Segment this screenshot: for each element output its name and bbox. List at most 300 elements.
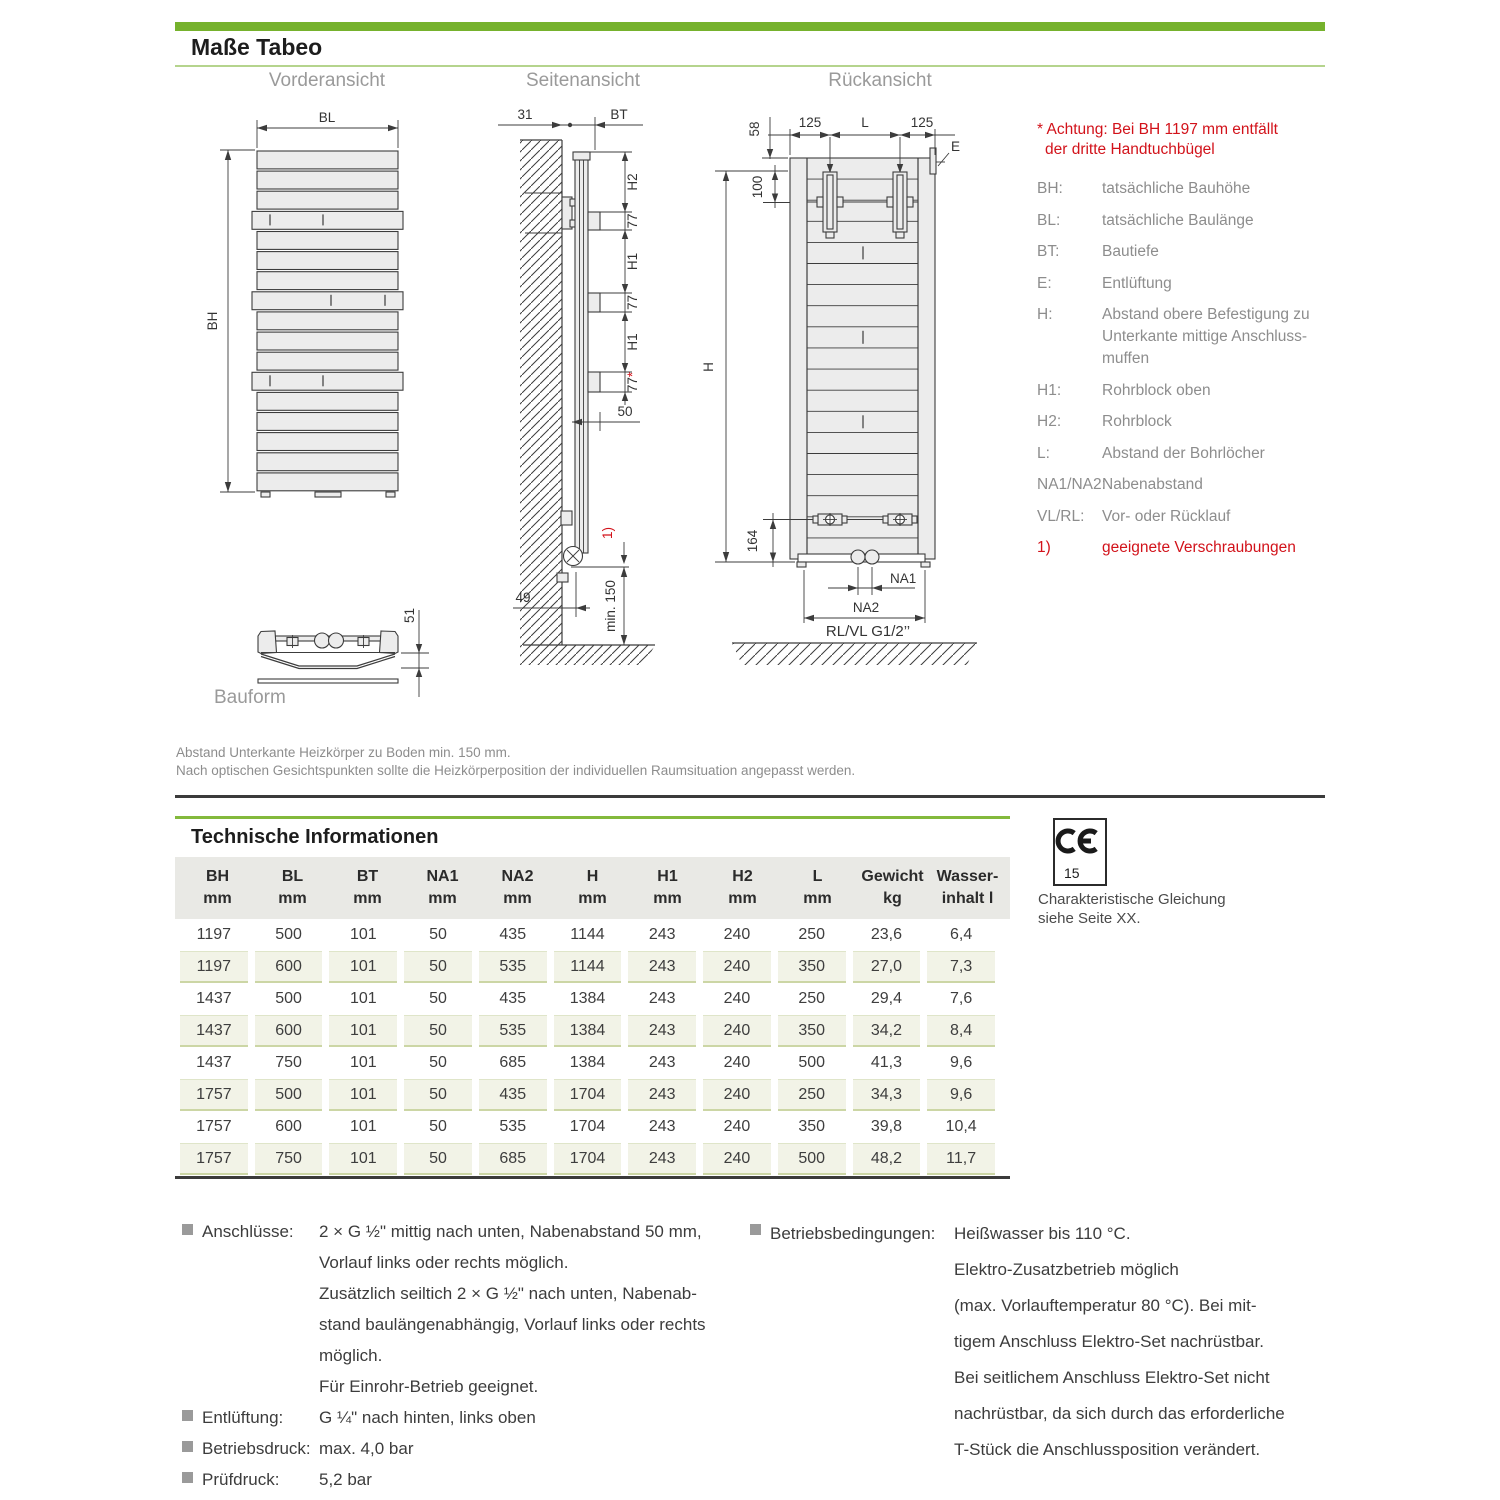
table-cell-value: 500 bbox=[798, 1054, 826, 1071]
table-cell bbox=[180, 951, 248, 983]
table-cell-value: 500 bbox=[275, 990, 302, 1007]
bullet-square-icon bbox=[182, 1410, 193, 1421]
table-column-header bbox=[255, 866, 330, 910]
dim-label-na2: NA2 bbox=[852, 600, 880, 615]
table-cell bbox=[180, 1111, 248, 1143]
table-cell-value: 50 bbox=[429, 1149, 447, 1167]
legend-item bbox=[1037, 443, 1337, 465]
table-cell-value: 1757 bbox=[196, 1149, 232, 1167]
spec-value bbox=[954, 1216, 1310, 1468]
table-cell bbox=[255, 919, 323, 951]
table-cell bbox=[554, 983, 622, 1015]
legend-key: BH: bbox=[1037, 180, 1063, 197]
table-cell-value: 500 bbox=[275, 926, 302, 943]
legend-key: H2: bbox=[1037, 413, 1062, 430]
spec-value-line: Vorlauf links oder rechts möglich. bbox=[319, 1253, 569, 1272]
table-cell-value: 435 bbox=[499, 926, 527, 943]
dim-label-h1a: H1 bbox=[625, 252, 640, 271]
legend-key: VL/RL: bbox=[1037, 507, 1085, 525]
table-row bbox=[175, 1111, 1000, 1143]
table-column-header bbox=[405, 866, 480, 910]
table-top-rule bbox=[175, 816, 1010, 819]
spec-label: Anschlüsse: bbox=[202, 1222, 294, 1241]
spec-label: Betriebsbedingungen: bbox=[770, 1224, 936, 1243]
legend-value bbox=[1102, 210, 1254, 232]
column-unit: mm bbox=[503, 890, 532, 907]
table-cell-value: 435 bbox=[499, 1085, 527, 1103]
ce-logo-icon bbox=[1056, 825, 1104, 859]
front-view-drawing bbox=[195, 105, 450, 705]
table-cell bbox=[853, 1111, 921, 1143]
table-cell bbox=[554, 1143, 622, 1175]
legend-value bbox=[1102, 273, 1172, 295]
legend-value-line: Nabenabstand bbox=[1102, 476, 1203, 493]
spec-value-line: tigem Anschluss Elektro-Set nachrüstbar. bbox=[954, 1332, 1264, 1351]
table-cell bbox=[554, 919, 622, 951]
table-cell-value: 101 bbox=[349, 1149, 377, 1167]
table-cell bbox=[404, 1015, 472, 1047]
legend-item bbox=[1037, 537, 1337, 559]
legend-key: BL: bbox=[1037, 211, 1061, 229]
spec-value-line: (max. Vorlauftemperatur 80 °C). Bei mit- bbox=[954, 1296, 1257, 1315]
table-cell bbox=[778, 951, 846, 983]
dim-label-125-right: 125 bbox=[910, 115, 934, 130]
table-cell bbox=[628, 1079, 696, 1111]
table-cell bbox=[479, 919, 547, 951]
table-cell bbox=[404, 1047, 472, 1079]
table-row bbox=[175, 983, 1000, 1015]
legend-value-line: Unterkante mittige Anschluss- bbox=[1102, 328, 1308, 345]
footnotes bbox=[176, 744, 1076, 779]
table-cell bbox=[853, 919, 921, 951]
table-cell-value: 240 bbox=[723, 1118, 751, 1135]
table-cell-value: 350 bbox=[798, 957, 826, 975]
column-name: NA1 bbox=[426, 868, 459, 885]
table-cell-value: 50 bbox=[429, 926, 447, 943]
table-cell-value: 34,2 bbox=[870, 1021, 902, 1039]
dim-label-h: H bbox=[701, 362, 716, 372]
spec-item bbox=[182, 1402, 742, 1433]
table-cell bbox=[703, 1015, 771, 1047]
table-cell bbox=[180, 1079, 248, 1111]
table-cell bbox=[778, 1015, 846, 1047]
column-name: BH bbox=[205, 868, 230, 885]
dim-label-h1b: H1 bbox=[625, 333, 640, 351]
spec-value-line: 5,2 bar bbox=[319, 1470, 372, 1489]
table-cell bbox=[180, 1143, 248, 1175]
table-cell bbox=[404, 983, 472, 1015]
floor-hatch bbox=[732, 643, 977, 665]
dim-label-min150: min. 150 bbox=[603, 580, 618, 632]
table-cell-value: 50 bbox=[429, 1021, 447, 1039]
table-cell bbox=[554, 1015, 622, 1047]
legend-value-line: Abstand obere Befestigung zu bbox=[1102, 306, 1310, 323]
table-cell-value: 50 bbox=[429, 1054, 447, 1071]
column-name: Gewicht bbox=[861, 868, 924, 885]
table-cell-value: 34,3 bbox=[870, 1085, 902, 1103]
table-row bbox=[175, 1143, 1000, 1175]
table-row bbox=[175, 1015, 1000, 1047]
table-cell-value: 350 bbox=[798, 1118, 826, 1135]
table-cell-value: 1757 bbox=[196, 1118, 232, 1135]
table-cell-value: 250 bbox=[798, 926, 826, 943]
dim-label-49: 49 bbox=[515, 590, 531, 605]
legend-item bbox=[1037, 178, 1337, 200]
table-cell-value: 500 bbox=[798, 1149, 826, 1167]
table-cell bbox=[404, 919, 472, 951]
specs-right bbox=[750, 1216, 1310, 1468]
table-cell bbox=[404, 1111, 472, 1143]
legend-value-line: tatsächliche Bauhöhe bbox=[1102, 180, 1251, 197]
table-cell bbox=[778, 1079, 846, 1111]
table-cell bbox=[554, 1111, 622, 1143]
column-name: L bbox=[812, 868, 823, 885]
table-cell bbox=[479, 1047, 547, 1079]
dim-77c-value: 77 bbox=[625, 377, 640, 393]
legend-key: H: bbox=[1037, 306, 1053, 323]
front-view-title: Vorderansicht bbox=[268, 70, 386, 91]
table-cell bbox=[703, 919, 771, 951]
column-name: NA2 bbox=[501, 868, 534, 885]
table-cell bbox=[329, 1047, 397, 1079]
legend-item bbox=[1037, 210, 1337, 232]
table-cell-value: 750 bbox=[275, 1054, 302, 1071]
table-cell bbox=[927, 951, 995, 983]
legend-value bbox=[1102, 537, 1296, 559]
table-cell-value: 50 bbox=[429, 1118, 447, 1135]
table-cell-value: 243 bbox=[648, 1021, 676, 1039]
table-cell bbox=[778, 1143, 846, 1175]
table-title: Technische Informationen bbox=[191, 826, 439, 848]
table-cell-value: 7,6 bbox=[950, 990, 973, 1007]
legend-value bbox=[1102, 506, 1230, 528]
table-bottom-rule bbox=[175, 1176, 1010, 1179]
table-cell-value: 600 bbox=[275, 957, 302, 975]
table-cell bbox=[479, 1015, 547, 1047]
dim-label-bl: BL bbox=[318, 110, 336, 125]
legend-value bbox=[1102, 443, 1265, 465]
table-cell bbox=[255, 1079, 323, 1111]
table-cell bbox=[479, 951, 547, 983]
table-cell bbox=[628, 1015, 696, 1047]
page-title: Maße Tabeo bbox=[191, 34, 323, 60]
table-cell bbox=[329, 919, 397, 951]
spec-value-line: max. 4,0 bar bbox=[319, 1439, 414, 1458]
bauform-caption: Bauform bbox=[214, 687, 286, 708]
table-cell-value: 1144 bbox=[570, 926, 605, 943]
table-cell-value: 500 bbox=[275, 1085, 302, 1103]
wall-hatch bbox=[520, 140, 562, 665]
bullet-square-icon bbox=[750, 1224, 761, 1235]
table-cell-value: 1384 bbox=[569, 990, 606, 1007]
table-header-row bbox=[175, 857, 1010, 919]
legend-value bbox=[1102, 178, 1250, 200]
spec-value bbox=[319, 1464, 742, 1495]
legend-key: BT: bbox=[1037, 243, 1060, 260]
dim-label-31: 31 bbox=[517, 107, 533, 122]
table-cell-value: 8,4 bbox=[950, 1021, 973, 1039]
dim-label-77b: 77 bbox=[625, 294, 640, 311]
dim-label-77c bbox=[625, 371, 640, 392]
spec-value-line: Elektro-Zusatzbetrieb möglich bbox=[954, 1260, 1179, 1279]
dim-label-rlvl: RL/VL G1/2’’ bbox=[825, 623, 911, 640]
spec-item bbox=[182, 1464, 742, 1495]
table-cell-value: 9,6 bbox=[950, 1085, 973, 1103]
table-cell bbox=[853, 1047, 921, 1079]
spec-value-line: T-Stück die Anschlussposition verändert. bbox=[954, 1440, 1261, 1459]
table-cell bbox=[404, 1079, 472, 1111]
table-cell bbox=[479, 1079, 547, 1111]
table-cell bbox=[927, 1015, 995, 1047]
legend-value-line: Bautiefe bbox=[1102, 243, 1159, 260]
ce-note bbox=[1038, 891, 1226, 928]
radiator-slats bbox=[252, 151, 403, 491]
table-column-header bbox=[630, 866, 705, 910]
table-row bbox=[175, 951, 1000, 983]
table-cell bbox=[479, 983, 547, 1015]
table-cell-value: 1437 bbox=[196, 1054, 232, 1071]
table-cell-value: 50 bbox=[429, 1085, 447, 1103]
spec-value bbox=[319, 1402, 742, 1433]
table-cell bbox=[329, 1015, 397, 1047]
table-cell-value: 101 bbox=[349, 1085, 377, 1103]
side-view-title: Seitenansicht bbox=[525, 70, 641, 91]
table-cell bbox=[853, 1015, 921, 1047]
warning-note bbox=[1037, 120, 1278, 160]
table-cell-value: 535 bbox=[499, 1021, 527, 1039]
spec-value-line: möglich. bbox=[319, 1346, 383, 1365]
table-cell bbox=[329, 951, 397, 983]
table-cell bbox=[479, 1143, 547, 1175]
table-cell-value: 240 bbox=[723, 926, 751, 943]
table-cell-value: 750 bbox=[275, 1149, 302, 1167]
table-cell bbox=[180, 919, 248, 951]
table-cell bbox=[255, 1047, 323, 1079]
table-cell-value: 243 bbox=[648, 1054, 676, 1071]
bullet-square-icon bbox=[182, 1472, 193, 1483]
table-cell bbox=[180, 1015, 248, 1047]
table-cell bbox=[853, 983, 921, 1015]
section-divider bbox=[175, 795, 1325, 798]
table-cell-value: 1384 bbox=[569, 1054, 606, 1071]
table-cell-value: 240 bbox=[723, 957, 751, 975]
column-unit: mm bbox=[278, 890, 307, 907]
legend-item bbox=[1037, 241, 1337, 263]
table-cell bbox=[927, 919, 995, 951]
table-cell-value: 600 bbox=[275, 1118, 302, 1135]
table-cell bbox=[255, 1111, 323, 1143]
column-unit: mm bbox=[203, 890, 232, 907]
table-cell-value: 1384 bbox=[569, 1021, 606, 1039]
rear-view-title: Rückansicht bbox=[828, 70, 932, 91]
legend-item bbox=[1037, 304, 1337, 370]
table-cell bbox=[703, 1111, 771, 1143]
table-cell bbox=[778, 1047, 846, 1079]
table-cell bbox=[628, 919, 696, 951]
table-cell-value: 240 bbox=[723, 1021, 751, 1039]
footnote-line-1: Abstand Unterkante Heizkörper zu Boden min. 150 mm. bbox=[176, 745, 511, 760]
table-cell bbox=[927, 1047, 995, 1079]
spec-value-line: Für Einrohr-Betrieb geeignet. bbox=[319, 1377, 539, 1396]
connection-valve-left bbox=[851, 550, 865, 564]
table-cell-value: 6,4 bbox=[950, 926, 973, 943]
table-cell-value: 10,4 bbox=[945, 1118, 977, 1135]
table-cell bbox=[927, 983, 995, 1015]
table-cell-value: 1437 bbox=[196, 1021, 232, 1039]
column-name: H2 bbox=[732, 868, 753, 885]
legend-item bbox=[1037, 380, 1337, 402]
spec-value-line: Heißwasser bis 110 °C. bbox=[954, 1224, 1131, 1243]
table-cell bbox=[927, 1143, 995, 1175]
spec-label: Entlüftung: bbox=[202, 1408, 284, 1427]
column-unit: kg bbox=[883, 890, 902, 907]
table-cell bbox=[180, 1047, 248, 1079]
table-cell-value: 29,4 bbox=[870, 990, 902, 1007]
legend-value-line: Abstand der Bohrlöcher bbox=[1102, 444, 1265, 462]
table-cell-value: 685 bbox=[499, 1149, 527, 1167]
spec-label: Betriebsdruck: bbox=[202, 1439, 311, 1458]
spec-value bbox=[319, 1216, 742, 1402]
table-cell bbox=[703, 1143, 771, 1175]
table-cell-value: 39,8 bbox=[870, 1118, 902, 1135]
table-cell-value: 243 bbox=[648, 990, 676, 1007]
table-column-header bbox=[780, 866, 855, 910]
table-cell-value: 7,3 bbox=[950, 957, 973, 975]
dim-77c-asterisk: * bbox=[625, 371, 640, 378]
table-cell-value: 535 bbox=[499, 1118, 527, 1135]
table-body bbox=[175, 919, 1000, 1175]
table-cell-value: 1197 bbox=[196, 926, 232, 943]
legend-value bbox=[1102, 304, 1310, 370]
table-cell bbox=[404, 951, 472, 983]
dim-label-100: 100 bbox=[750, 175, 765, 199]
table-cell bbox=[703, 951, 771, 983]
spec-label: Prüfdruck: bbox=[202, 1470, 280, 1489]
table-cell bbox=[180, 983, 248, 1015]
table-cell bbox=[628, 1047, 696, 1079]
table-cell bbox=[927, 1079, 995, 1111]
table-cell-value: 23,6 bbox=[870, 926, 902, 943]
table-cell-value: 9,6 bbox=[950, 1054, 973, 1071]
dim-label-50: 50 bbox=[617, 404, 633, 419]
table-cell-value: 600 bbox=[275, 1021, 302, 1039]
table-cell-value: 243 bbox=[648, 1118, 676, 1135]
table-cell-value: 101 bbox=[349, 990, 377, 1007]
table-row bbox=[175, 1079, 1000, 1111]
table-cell-value: 685 bbox=[499, 1054, 527, 1071]
table-cell bbox=[853, 951, 921, 983]
table-cell-value: 250 bbox=[798, 1085, 826, 1103]
table-cell-value: 535 bbox=[499, 957, 527, 975]
table-cell bbox=[778, 1111, 846, 1143]
column-unit: mm bbox=[653, 890, 682, 907]
dim-label-h2: H2 bbox=[625, 173, 640, 191]
bauform-top-view bbox=[258, 631, 398, 683]
legend-key: E: bbox=[1037, 274, 1052, 292]
table-cell bbox=[404, 1143, 472, 1175]
spec-value-line: stand baulängenabhängig, Vorlauf links oder rechts bbox=[319, 1315, 706, 1334]
table-cell-value: 27,0 bbox=[870, 957, 902, 975]
table-cell bbox=[628, 1143, 696, 1175]
table-cell-value: 350 bbox=[798, 1021, 826, 1039]
dim-label-bt: BT bbox=[610, 107, 628, 122]
column-unit: mm bbox=[728, 890, 757, 907]
table-cell bbox=[329, 1143, 397, 1175]
table-cell-value: 1144 bbox=[570, 957, 605, 975]
radiator-body bbox=[790, 158, 935, 559]
bullet-square-icon bbox=[182, 1224, 193, 1235]
dim-label-l: L bbox=[861, 115, 869, 130]
table-cell-value: 243 bbox=[648, 1149, 676, 1167]
spec-value-line: nachrüstbar, da sich durch das erforderliche bbox=[954, 1404, 1285, 1423]
spec-value-line: Zusätzlich seiltich 2 × G ½" nach unten, Nabenab- bbox=[319, 1284, 697, 1303]
column-name: H bbox=[586, 868, 599, 885]
dim-label-ref1: 1) bbox=[600, 526, 615, 540]
top-green-bar bbox=[175, 22, 1325, 31]
spec-value bbox=[319, 1433, 742, 1464]
legend-value bbox=[1102, 411, 1172, 433]
legend-value-line: tatsächliche Baulänge bbox=[1102, 211, 1254, 229]
spec-item bbox=[182, 1216, 742, 1402]
dim-label-77a: 77 bbox=[625, 213, 640, 229]
table-cell bbox=[329, 983, 397, 1015]
connection-valve-right bbox=[865, 550, 879, 564]
table-cell-value: 250 bbox=[798, 990, 826, 1007]
table-cell-value: 243 bbox=[648, 1085, 676, 1103]
table-cell bbox=[554, 1079, 622, 1111]
table-cell-value: 101 bbox=[349, 926, 377, 943]
table-cell bbox=[628, 951, 696, 983]
legend-value bbox=[1102, 474, 1203, 496]
table-cell-value: 41,3 bbox=[870, 1054, 902, 1071]
legend-value-line: geeignete Verschraubungen bbox=[1102, 539, 1296, 556]
dim-label-58: 58 bbox=[747, 121, 762, 137]
table-cell-value: 1704 bbox=[569, 1085, 606, 1103]
table-cell-value: 435 bbox=[499, 990, 527, 1007]
specs-left bbox=[182, 1216, 742, 1495]
table-cell bbox=[554, 1047, 622, 1079]
table-cell bbox=[703, 983, 771, 1015]
table-cell-value: 1704 bbox=[569, 1149, 606, 1167]
legend-value-line: Rohrblock bbox=[1102, 413, 1172, 430]
legend-value-line: muffen bbox=[1102, 350, 1150, 367]
table-cell bbox=[853, 1143, 921, 1175]
table-cell bbox=[703, 1079, 771, 1111]
ce-number: 15 bbox=[1064, 865, 1080, 881]
footnote-line-2: Nach optischen Gesichtspunkten sollte die Heizkörperposition der individuellen Raumsituation angepasst werden. bbox=[176, 762, 856, 778]
table-cell bbox=[628, 983, 696, 1015]
table-cell-value: 101 bbox=[349, 1118, 377, 1135]
legend-key: NA1/NA2: bbox=[1037, 476, 1106, 493]
radiator-profile bbox=[575, 152, 588, 553]
column-name: H1 bbox=[657, 868, 678, 885]
legend-value-line: Entlüftung bbox=[1102, 274, 1172, 292]
legend-item bbox=[1037, 506, 1337, 528]
table-row bbox=[175, 919, 1000, 951]
spec-value-line: G ¼" nach hinten, links oben bbox=[319, 1408, 536, 1427]
table-column-header bbox=[930, 866, 1005, 910]
spec-item bbox=[182, 1433, 742, 1464]
spec-value-line: 2 × G ½" mittig nach unten, Nabenabstand 50 mm, bbox=[319, 1222, 702, 1241]
legend-value-line: Vor- oder Rücklauf bbox=[1102, 507, 1231, 525]
dim-label-na1: NA1 bbox=[890, 571, 917, 586]
table-cell bbox=[255, 983, 323, 1015]
legend bbox=[1037, 178, 1337, 569]
table-cell bbox=[255, 1143, 323, 1175]
dim-label-e: E bbox=[951, 139, 961, 154]
dim-label-164: 164 bbox=[745, 529, 760, 553]
column-name: Wasser- bbox=[936, 868, 999, 885]
